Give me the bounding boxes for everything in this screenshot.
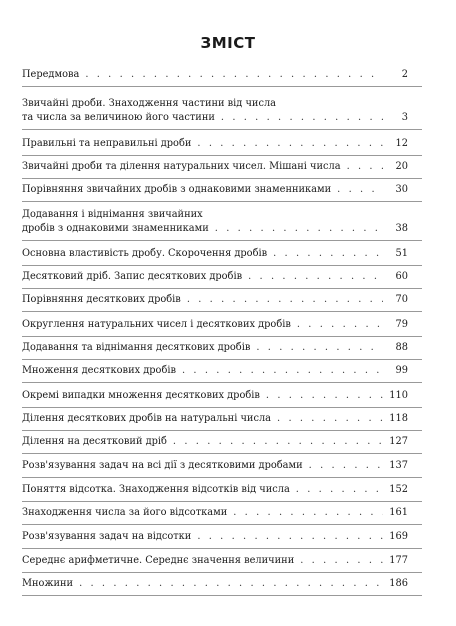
toc-entry-page-number: 177 bbox=[389, 555, 408, 566]
toc-entry-title: Середнє арифметичне. Середнє значення величини bbox=[22, 555, 295, 566]
dot-leader bbox=[309, 459, 383, 473]
toc-entry-line bbox=[22, 68, 408, 82]
toc-entry[interactable] bbox=[22, 435, 408, 449]
dot-leader bbox=[215, 222, 383, 236]
entry-separator bbox=[22, 382, 422, 383]
toc-entry-title: Розв'язування задач на всі дії з десятковими дробами bbox=[22, 460, 303, 471]
toc-entry-title: Основна властивість дробу. Скорочення дробів bbox=[22, 248, 268, 259]
toc-entry-line bbox=[22, 318, 408, 332]
toc-entry[interactable] bbox=[22, 389, 408, 403]
toc-entry[interactable] bbox=[22, 247, 408, 261]
toc-entry-title: Додавання і віднімання звичайних bbox=[22, 209, 203, 220]
toc-entry-line bbox=[22, 293, 408, 307]
toc-entry-page-number: 79 bbox=[395, 319, 408, 330]
dot-leader bbox=[347, 160, 383, 174]
dot-leader bbox=[197, 137, 383, 151]
dot-leader bbox=[79, 577, 383, 591]
toc-entry-page-number: 161 bbox=[389, 507, 408, 518]
entry-separator bbox=[22, 595, 422, 596]
toc-entry-line bbox=[22, 459, 408, 473]
toc-entry-line bbox=[22, 341, 408, 355]
toc-entry-page-number: 169 bbox=[389, 531, 408, 542]
toc-entry[interactable] bbox=[22, 554, 408, 568]
dot-leader bbox=[187, 293, 383, 307]
toc-entry-title: Ділення на десятковий дріб bbox=[22, 436, 167, 447]
toc-entry-line bbox=[22, 222, 408, 236]
toc-entry-page-number: 60 bbox=[395, 271, 408, 282]
toc-entry-page-number: 51 bbox=[395, 248, 408, 259]
toc-entry[interactable] bbox=[22, 318, 408, 332]
dot-leader bbox=[173, 435, 383, 449]
toc-entry-title: Порівняння десяткових дробів bbox=[22, 294, 181, 305]
toc-entry[interactable] bbox=[22, 364, 408, 378]
entry-separator bbox=[22, 453, 422, 454]
toc-entry-page-number: 152 bbox=[389, 484, 408, 495]
toc-entry[interactable] bbox=[22, 68, 408, 82]
toc-entry-line bbox=[22, 530, 408, 544]
toc-entry-title: та числа за величиною його частини bbox=[22, 112, 215, 123]
toc-entry-title: Передмова bbox=[22, 69, 80, 80]
toc-entry[interactable] bbox=[22, 208, 408, 236]
toc-entry[interactable] bbox=[22, 412, 408, 426]
entry-separator bbox=[22, 477, 422, 478]
toc-entry-line bbox=[22, 208, 408, 222]
toc-entry-title: Поняття відсотка. Знаходження відсотків від числа bbox=[22, 484, 290, 495]
page-title: ЗМІСТ bbox=[200, 34, 256, 52]
toc-entry-title: Множини bbox=[22, 578, 74, 589]
toc-entry-line bbox=[22, 577, 408, 591]
dot-leader bbox=[266, 389, 383, 403]
toc-entry[interactable] bbox=[22, 341, 408, 355]
toc-entry[interactable] bbox=[22, 459, 408, 473]
entry-separator bbox=[22, 178, 422, 179]
toc-entry-page-number: 88 bbox=[395, 342, 408, 353]
entry-separator bbox=[22, 201, 422, 202]
toc-entry-line bbox=[22, 364, 408, 378]
entry-separator bbox=[22, 129, 422, 130]
toc-entry-title: Розв'язування задач на відсотки bbox=[22, 531, 192, 542]
toc-entry-title: Звичайні дроби та ділення натуральних чисел. Мішані числа bbox=[22, 161, 341, 172]
toc-entry[interactable] bbox=[22, 483, 408, 497]
toc-entry[interactable] bbox=[22, 530, 408, 544]
toc-entry-line bbox=[22, 506, 408, 520]
entry-separator bbox=[22, 548, 422, 549]
dot-leader bbox=[300, 554, 383, 568]
toc-entry-line bbox=[22, 183, 408, 197]
toc-entry-line bbox=[22, 483, 408, 497]
entry-separator bbox=[22, 86, 422, 87]
entry-separator bbox=[22, 288, 422, 289]
dot-leader bbox=[233, 506, 383, 520]
entry-separator bbox=[22, 430, 422, 431]
dot-leader bbox=[197, 530, 383, 544]
toc-entry[interactable] bbox=[22, 293, 408, 307]
toc-entry-page-number: 3 bbox=[401, 112, 408, 123]
toc-entry[interactable] bbox=[22, 506, 408, 520]
toc-entry-title: Додавання та віднімання десяткових дробів bbox=[22, 342, 251, 353]
toc-entry[interactable] bbox=[22, 183, 408, 197]
dot-leader bbox=[337, 183, 383, 197]
toc-entry-page-number: 38 bbox=[395, 223, 408, 234]
toc-entry-title: Порівняння звичайних дробів з однаковими знаменниками bbox=[22, 184, 332, 195]
toc-entry[interactable] bbox=[22, 270, 408, 284]
dot-leader bbox=[256, 341, 383, 355]
toc-entry-page-number: 2 bbox=[401, 69, 408, 80]
toc-entry-title: дробів з однаковими знаменниками bbox=[22, 223, 209, 234]
toc-entry-line bbox=[22, 389, 408, 403]
toc-entry-title: Ділення десяткових дробів на натуральні числа bbox=[22, 413, 272, 424]
toc-entry[interactable] bbox=[22, 160, 408, 174]
dot-leader bbox=[296, 483, 383, 497]
entry-separator bbox=[22, 407, 422, 408]
toc-entry-page-number: 99 bbox=[395, 365, 408, 376]
toc-entry-page-number: 127 bbox=[389, 436, 408, 447]
toc-entry-line bbox=[22, 137, 408, 151]
toc-entry-line bbox=[22, 160, 408, 174]
toc-entry-line bbox=[22, 554, 408, 568]
toc-entry[interactable] bbox=[22, 577, 408, 591]
entry-separator bbox=[22, 501, 422, 502]
toc-entry[interactable] bbox=[22, 97, 408, 125]
toc-entry-title: Окремі випадки множення десяткових дробів bbox=[22, 390, 260, 401]
toc-entry-line bbox=[22, 247, 408, 261]
entry-separator bbox=[22, 572, 422, 573]
entry-separator bbox=[22, 240, 422, 241]
toc-entry-title: Десятковий дріб. Запис десяткових дробів bbox=[22, 271, 243, 282]
toc-entry-page-number: 118 bbox=[389, 413, 408, 424]
toc-entry-line bbox=[22, 97, 408, 111]
toc-entry-line bbox=[22, 412, 408, 426]
toc-entry-title: Знаходження числа за його відсотками bbox=[22, 507, 228, 518]
dot-leader bbox=[182, 364, 383, 378]
entry-separator bbox=[22, 265, 422, 266]
toc-entry-page-number: 110 bbox=[389, 390, 408, 401]
toc-entry-line bbox=[22, 435, 408, 449]
dot-leader bbox=[273, 247, 383, 261]
toc-entry[interactable] bbox=[22, 137, 408, 151]
toc-entry-page-number: 30 bbox=[395, 184, 408, 195]
toc-entry-page-number: 20 bbox=[395, 161, 408, 172]
toc-entry-title: Округлення натуральних чисел і десяткових дробів bbox=[22, 319, 291, 330]
toc-entry-page-number: 12 bbox=[395, 138, 408, 149]
toc-entry-page-number: 137 bbox=[389, 460, 408, 471]
entry-separator bbox=[22, 311, 422, 312]
dot-leader bbox=[221, 111, 383, 125]
dot-leader bbox=[248, 270, 383, 284]
toc-entry-line bbox=[22, 270, 408, 284]
entry-separator bbox=[22, 359, 422, 360]
entry-separator bbox=[22, 336, 422, 337]
toc-entry-line bbox=[22, 111, 408, 125]
entry-separator bbox=[22, 524, 422, 525]
dot-leader bbox=[85, 68, 383, 82]
toc-entry-page-number: 70 bbox=[395, 294, 408, 305]
toc-entry-title: Множення десяткових дробів bbox=[22, 365, 176, 376]
toc-entry-title: Правильні та неправильні дроби bbox=[22, 138, 192, 149]
toc-entry-title: Звичайні дроби. Знаходження частини від числа bbox=[22, 98, 277, 109]
dot-leader bbox=[297, 318, 383, 332]
toc-entry-page-number: 186 bbox=[389, 578, 408, 589]
dot-leader bbox=[277, 412, 383, 426]
entry-separator bbox=[22, 155, 422, 156]
